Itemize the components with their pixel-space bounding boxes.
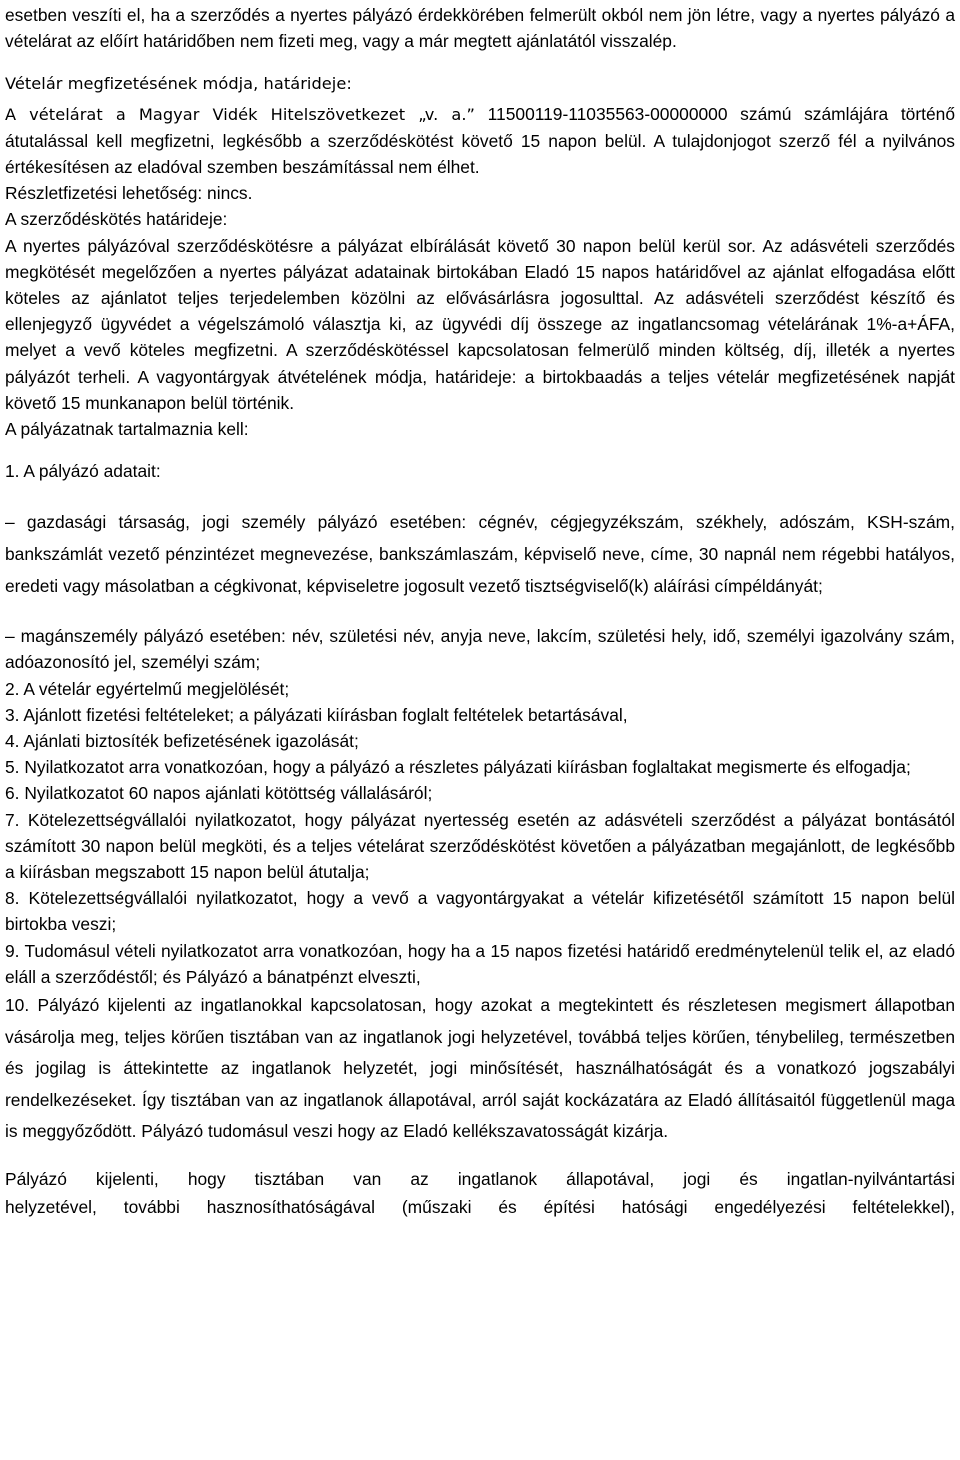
list-item: 2. A vételár egyértelmű megjelölését;	[5, 678, 290, 699]
list-item: 9. Tudomásul vételi nyilatkozatot arra vonatkozóan, hogy ha a 15 napos fizetési határidő eredménytelenül telik el, az eladó eláll a szerződéstől; és Pályázó a bánatpénzt elveszti,	[5, 940, 955, 987]
intro-paragraph: esetben veszíti el, ha a szerződés a nyertes pályázó érdekkörében felmerült okból nem jön létre, vagy a nyertes pályázó a vételárat az előírt határidőben nem fizeti meg, vagy a már megtett ajánlatától visszalép.	[5, 5, 955, 52]
spacer	[5, 484, 955, 505]
applicant-data-line: 1. A pályázó adatait:	[5, 461, 161, 482]
spacer	[5, 54, 955, 71]
final-paragraph	[5, 1165, 955, 1221]
spacer	[5, 442, 955, 458]
list-item: 7. Kötelezettségvállalói nyilatkozatot, hogy pályázat nyertesség esetén az adásvételi szerződést a pályázat bontásától számított 30 napon belül megköti, és a teljes vételárat szerződéskötést követően a pályázatban megajánlott, de legkésőbb a kiírásban megszabott 15 napon belül átutalja;	[5, 809, 955, 883]
payment-paragraph	[5, 101, 955, 181]
person-item: – magánszemély pályázó esetében: név, születési név, anyja neve, lakcím, születési hely, idő, személyi igazolvány szám, adóazonosító jel, személyi szám;	[5, 626, 955, 673]
company-item: – gazdasági társaság, jogi személy pályázó esetében: cégnév, cégjegyzékszám, székhely, adószám, KSH-szám, bankszámlát vezető pénzintézet megnevezése, bankszámlaszám, képviselő neve, címe, 30 napnál nem régebbi hatályos, eredeti vagy másolatban a cégkivonat, képviseletre jogosult vezető tisztségviselő(k) aláírási címpéldányát;	[5, 512, 955, 596]
payment-heading: Vételár megfizetésének módja, határideje:	[5, 74, 352, 94]
list-item: 4. Ajánlati biztosíték befizetésének igazolását;	[5, 731, 359, 752]
spacer	[5, 602, 955, 623]
final-line: Pályázó kijelenti, hogy tisztában van az ingatlanok állapotával, jogi és ingatlan-nyilvántartási	[5, 1169, 955, 1190]
must-contain-line: A pályázatnak tartalmaznia kell:	[5, 419, 249, 440]
list-item: 6. Nyilatkozatot 60 napos ajánlati kötöttség vállalásáról;	[5, 783, 433, 804]
list-item: 5. Nyilatkozatot arra vonatkozóan, hogy a pályázó a részletes pályázati kiírásban foglaltakat megismerte és elfogadja;	[5, 757, 911, 778]
spacer	[5, 1148, 955, 1165]
payment-sans-text: A vételárat a Magyar Vidék Hitelszövetkezet „v. a.”	[5, 104, 475, 124]
contract-heading: A szerződéskötés határideje:	[5, 209, 228, 230]
list-item-10: 10. Pályázó kijelenti az ingatlanokkal kapcsolatosan, hogy azokat a megtekintett és részletesen megismert állapotban vásárolja meg, teljes körűen tisztában van az ingatlanok jogi helyzetével, továbbá teljes körűen, ténybelileg, természetben és jogilag is áttekintette az ingatlanok helyzetét, jogi minősítését, használhatóságát és a vonatkozó jogszabályi rendelkezéseket. Így tisztában van az ingatlanok állapotával, arról saját kockázatára az Eladó állításaitól függetlenül maga is meggyőződött. Pályázó tudomásul veszi hogy az Eladó kellékszavatosságát kizárja.	[5, 995, 955, 1142]
document-page	[5, 0, 955, 1221]
final-line: helyzetével, további hasznosíthatóságával (műszaki és építési hatósági engedélyezési feltételekkel),	[5, 1197, 955, 1218]
contract-paragraph: A nyertes pályázóval szerződéskötésre a pályázat elbírálását követő 30 napon belül kerül sor. Az adásvételi szerződés megkötését megelőzően a nyertes pályázat adatainak birtokában Eladó 15 napos határidővel az ajánlat elfogadása előtt köteles az ajánlatot teljes terjedelemben közölni az elővásárlásra jogosulttal. Az adásvételi szerződést készítő és ellenjegyző ügyvédet a végelszámoló választja ki, az ügyvédi díj összege az ingatlancsomag vételárának 1%-a+ÁFA, melyet a vevő köteles megfizetni. A szerződéskötéssel kapcsolatosan felmerülő minden költség, díj, illeték a nyertes pályázót terheli. A vagyontárgyak átvételének módja, határideje: a birtokbaadás a teljes vételár megfizetésének napját követő 15 munkanapon belül történik.	[5, 235, 955, 413]
payment-text: 11500119-11035563-00000000 számú számlájára történő átutalással kell megfizetni, legkésőbb a szerződéskötést követő 15 napon belül. A tulajdonjogot szerző fél a nyilvános értékesítésen az eladóval szemben beszámítással nem élhet.	[5, 103, 955, 178]
list-item: 8. Kötelezettségvállalói nyilatkozatot, hogy a vevő a vagyontárgyakat a vételár kifizetésétől számított 15 napon belül birtokba veszi;	[5, 888, 955, 935]
installment-line: Részletfizetési lehetőség: nincs.	[5, 183, 253, 204]
list-item: 3. Ajánlott fizetési feltételeket; a pályázati kiírásban foglalt feltételek betartásával,	[5, 704, 628, 725]
